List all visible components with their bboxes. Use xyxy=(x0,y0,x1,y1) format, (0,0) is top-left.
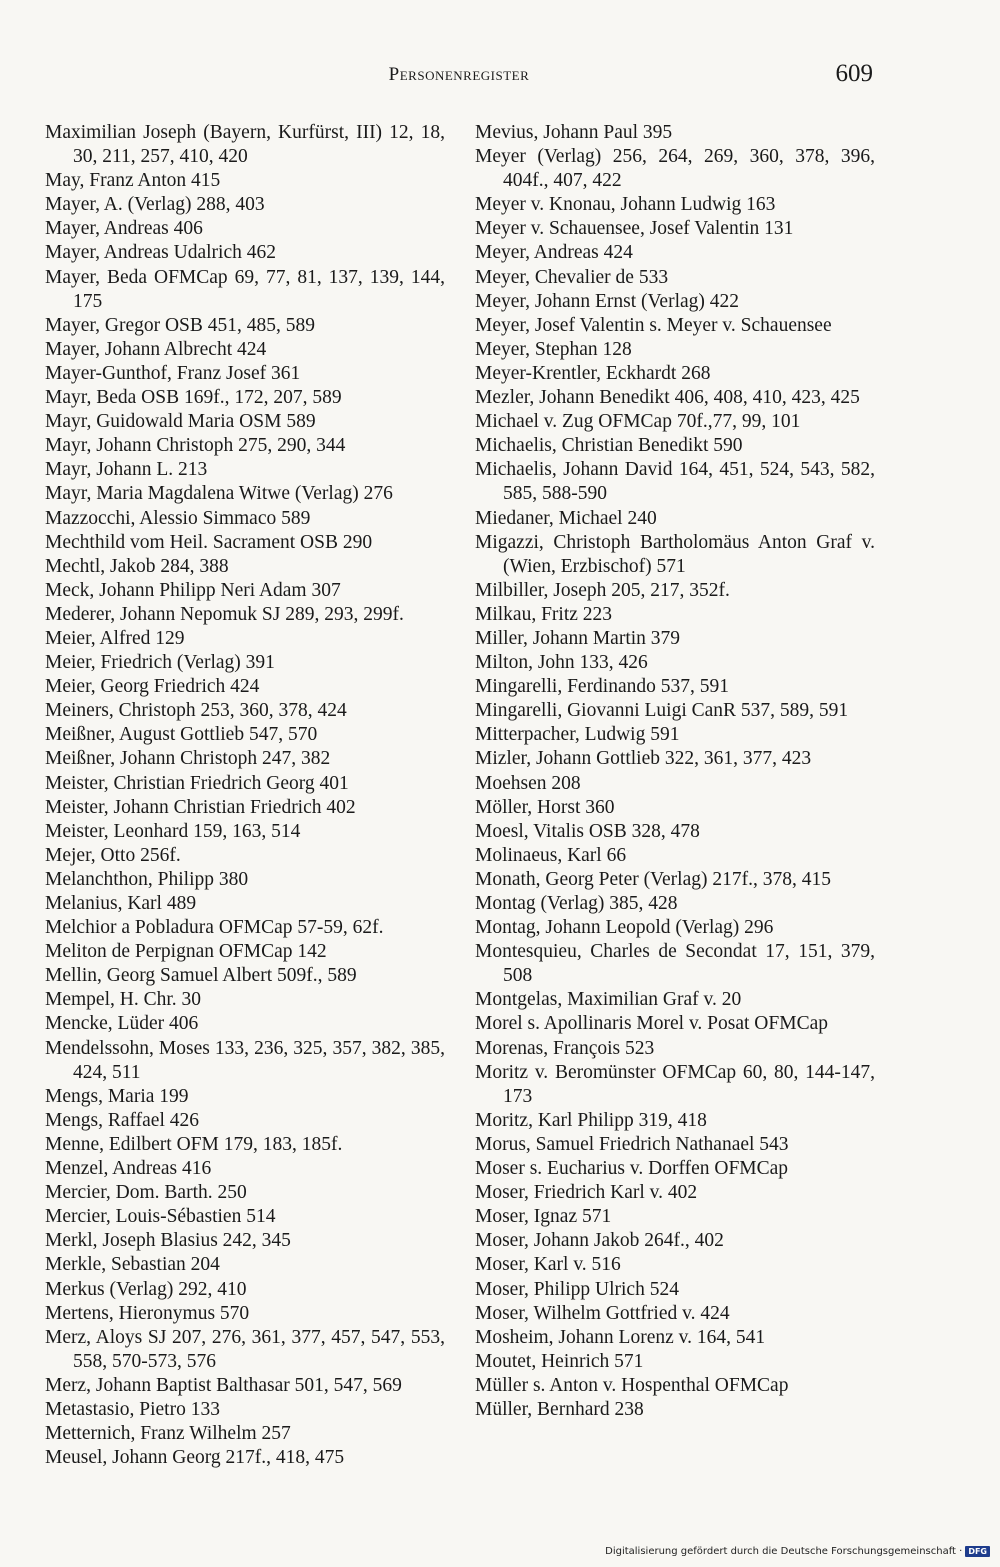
index-entry: Monath, Georg Peter (Verlag) 217f., 378, 415 xyxy=(475,868,831,890)
dfg-logo: DFG xyxy=(965,1546,990,1557)
index-entry: Mingarelli, Ferdinando 537, 591 xyxy=(475,676,730,698)
index-entry: Metternich, Franz Wilhelm 257 xyxy=(45,1423,291,1445)
index-entry: Montgelas, Maximilian Graf v. 20 xyxy=(475,989,742,1011)
index-entry: Mederer, Johann Nepomuk SJ 289, 293, 299f. xyxy=(45,603,404,625)
index-entry: Moritz v. Beromünster OFMCap 60, 80, 144-147, 173 xyxy=(475,1061,875,1107)
index-entry: Mayer, A. (Verlag) 288, 403 xyxy=(45,194,265,216)
index-entry: Menne, Edilbert OFM 179, 183, 185f. xyxy=(45,1133,343,1155)
index-entry: Mencke, Lüder 406 xyxy=(45,1013,199,1035)
index-entry: Moser, Philipp Ulrich 524 xyxy=(475,1278,679,1300)
index-entry: May, Franz Anton 415 xyxy=(45,170,221,192)
index-entry: Merz, Aloys SJ 207, 276, 361, 377, 457, 547, 553, 558, 570-573, 576 xyxy=(45,1326,445,1372)
index-entry: Melchior a Pobladura OFMCap 57-59, 62f. xyxy=(45,917,384,939)
index-entry: Meyer v. Schauensee, Josef Valentin 131 xyxy=(475,218,794,240)
index-entry: Mempel, H. Chr. 30 xyxy=(45,989,201,1011)
index-entry: Mayr, Johann L. 213 xyxy=(45,459,208,481)
index-entry: Montesquieu, Charles de Secondat 17, 151, 379, 508 xyxy=(475,941,875,987)
index-entry: Moser, Karl v. 516 xyxy=(475,1254,621,1276)
index-entry: Moritz, Karl Philipp 319, 418 xyxy=(475,1109,707,1131)
index-entry: Meyer v. Knonau, Johann Ludwig 163 xyxy=(475,194,776,216)
index-entry: Maximilian Joseph (Bayern, Kurfürst, III) 12, 18, 30, 211, 257, 410, 420 xyxy=(45,122,445,168)
index-entry: Meyer, Josef Valentin s. Meyer v. Schauensee xyxy=(475,314,832,336)
index-entry: Melanius, Karl 489 xyxy=(45,893,197,914)
index-entry: Meyer, Stephan 128 xyxy=(475,338,632,360)
index-entry: Moesl, Vitalis OSB 328, 478 xyxy=(475,820,700,842)
index-entry: Montag (Verlag) 385, 428 xyxy=(475,893,678,914)
index-entry: Michaelis, Christian Benedikt 590 xyxy=(475,435,743,457)
index-entry: Meyer, Andreas 424 xyxy=(475,242,633,264)
index-column-left xyxy=(45,121,445,1470)
index-entry: Morel s. Apollinaris Morel v. Posat OFMCap xyxy=(475,1013,828,1035)
index-entry: Meyer (Verlag) 256, 264, 269, 360, 378, 396, 404f., 407, 422 xyxy=(475,146,875,192)
index-entry: Michaelis, Johann David 164, 451, 524, 543, 582, 585, 588-590 xyxy=(475,459,875,505)
index-entry: Mendelssohn, Moses 133, 236, 325, 357, 382, 385, 424, 511 xyxy=(45,1037,445,1083)
index-entry: Migazzi, Christoph Bartholomäus Anton Graf v. (Wien, Erzbischof) 571 xyxy=(475,531,875,577)
index-entry: Merkle, Sebastian 204 xyxy=(45,1254,220,1276)
index-entry: Mayer, Beda OFMCap 69, 77, 81, 137, 139, 144, 175 xyxy=(45,266,445,312)
index-entry: Moser, Friedrich Karl v. 402 xyxy=(475,1182,698,1204)
index-entry: Meister, Leonhard 159, 163, 514 xyxy=(45,820,301,842)
index-entry: Milbiller, Joseph 205, 217, 352f. xyxy=(475,579,730,601)
index-entry: Meck, Johann Philipp Neri Adam 307 xyxy=(45,579,341,601)
index-entry: Mevius, Johann Paul 395 xyxy=(475,122,673,143)
index-entry: Morenas, François 523 xyxy=(475,1037,655,1059)
index-entry: Mertens, Hieronymus 570 xyxy=(45,1302,250,1324)
index-entry: Moutet, Heinrich 571 xyxy=(475,1350,644,1372)
index-entry: Meißner, Johann Christoph 247, 382 xyxy=(45,748,331,770)
credit-text: Digitalisierung gefördert durch die Deutsche Forschungsgemeinschaft · xyxy=(605,1546,963,1557)
page-header xyxy=(45,60,873,94)
index-entry: Michael v. Zug OFMCap 70f.,77, 99, 101 xyxy=(475,411,801,433)
index-entry: Miller, Johann Martin 379 xyxy=(475,627,681,649)
index-entry: Mizler, Johann Gottlieb 322, 361, 377, 423 xyxy=(475,748,812,770)
index-entry: Mayer, Andreas Udalrich 462 xyxy=(45,242,276,264)
index-entry: Mayr, Beda OSB 169f., 172, 207, 589 xyxy=(45,387,342,409)
index-entry: Moser, Johann Jakob 264f., 402 xyxy=(475,1230,724,1252)
index-entry: Mayr, Guidowald Maria OSM 589 xyxy=(45,411,316,433)
index-entry: Moser, Wilhelm Gottfried v. 424 xyxy=(475,1302,730,1324)
index-entry: Mayer, Andreas 406 xyxy=(45,218,203,240)
index-entry: Meyer, Chevalier de 533 xyxy=(475,266,669,288)
index-entry: Meiners, Christoph 253, 360, 378, 424 xyxy=(45,700,347,722)
index-entry: Meister, Johann Christian Friedrich 402 xyxy=(45,796,356,818)
index-entry: Müller, Bernhard 238 xyxy=(475,1398,644,1420)
index-entry: Mayer, Johann Albrecht 424 xyxy=(45,338,267,360)
index-entry: Mellin, Georg Samuel Albert 509f., 589 xyxy=(45,965,357,987)
index-entry: Meister, Christian Friedrich Georg 401 xyxy=(45,772,349,794)
index-entry: Mayr, Johann Christoph 275, 290, 344 xyxy=(45,435,346,457)
index-entry: Meißner, August Gottlieb 547, 570 xyxy=(45,724,318,746)
index-column-right xyxy=(475,121,875,1422)
index-entry: Meyer, Johann Ernst (Verlag) 422 xyxy=(475,290,740,312)
index-entry: Melanchthon, Philipp 380 xyxy=(45,868,249,890)
index-entry: Mingarelli, Giovanni Luigi CanR 537, 589, 591 xyxy=(475,700,849,722)
index-entry: Moehsen 208 xyxy=(475,772,581,794)
index-entry: Mazzocchi, Alessio Simmaco 589 xyxy=(45,507,311,529)
running-title: Personenregister xyxy=(388,64,530,85)
index-entry: Mercier, Louis-Sébastien 514 xyxy=(45,1206,276,1228)
index-entry: Montag, Johann Leopold (Verlag) 296 xyxy=(475,917,774,939)
index-entry: Menzel, Andreas 416 xyxy=(45,1158,212,1180)
index-entry: Mezler, Johann Benedikt 406, 408, 410, 423, 425 xyxy=(475,387,860,409)
index-entry: Mengs, Maria 199 xyxy=(45,1085,189,1107)
index-entry: Merz, Johann Baptist Balthasar 501, 547, 569 xyxy=(45,1374,402,1396)
index-entry: Meyer-Krentler, Eckhardt 268 xyxy=(475,362,711,384)
index-entry: Mosheim, Johann Lorenz v. 164, 541 xyxy=(475,1326,766,1348)
index-entry: Moser, Ignaz 571 xyxy=(475,1206,612,1228)
index-entry: Mejer, Otto 256f. xyxy=(45,844,181,866)
index-entry: Mayr, Maria Magdalena Witwe (Verlag) 276 xyxy=(45,483,393,505)
index-entry: Mayer-Gunthof, Franz Josef 361 xyxy=(45,362,301,384)
index-entry: Milkau, Fritz 223 xyxy=(475,603,613,625)
index-entry: Mayer, Gregor OSB 451, 485, 589 xyxy=(45,314,316,336)
index-entry: Müller s. Anton v. Hospenthal OFMCap xyxy=(475,1374,789,1396)
index-entry: Merkus (Verlag) 292, 410 xyxy=(45,1278,247,1300)
index-entry: Mengs, Raffael 426 xyxy=(45,1109,199,1131)
index-entry: Morus, Samuel Friedrich Nathanael 543 xyxy=(475,1133,789,1155)
index-entry: Moser s. Eucharius v. Dorffen OFMCap xyxy=(475,1158,789,1180)
index-entry: Meier, Georg Friedrich 424 xyxy=(45,676,260,698)
index-entry: Meusel, Johann Georg 217f., 418, 475 xyxy=(45,1447,345,1469)
index-entry: Mercier, Dom. Barth. 250 xyxy=(45,1182,247,1204)
index-entry: Molinaeus, Karl 66 xyxy=(475,844,627,866)
index-entry: Milton, John 133, 426 xyxy=(475,652,648,674)
index-entry: Metastasio, Pietro 133 xyxy=(45,1398,220,1420)
index-entry: Mitterpacher, Ludwig 591 xyxy=(475,724,680,746)
index-entry: Meliton de Perpignan OFMCap 142 xyxy=(45,941,327,963)
index-entry: Meier, Friedrich (Verlag) 391 xyxy=(45,652,275,674)
digitization-credit xyxy=(605,1546,990,1557)
index-entry: Mechtl, Jakob 284, 388 xyxy=(45,555,229,577)
index-entry: Mechthild vom Heil. Sacrament OSB 290 xyxy=(45,531,373,553)
index-entry: Merkl, Joseph Blasius 242, 345 xyxy=(45,1230,291,1252)
index-entry: Möller, Horst 360 xyxy=(475,796,615,818)
page-number: 609 xyxy=(835,60,873,87)
index-entry: Miedaner, Michael 240 xyxy=(475,507,657,529)
index-entry: Meier, Alfred 129 xyxy=(45,627,185,649)
